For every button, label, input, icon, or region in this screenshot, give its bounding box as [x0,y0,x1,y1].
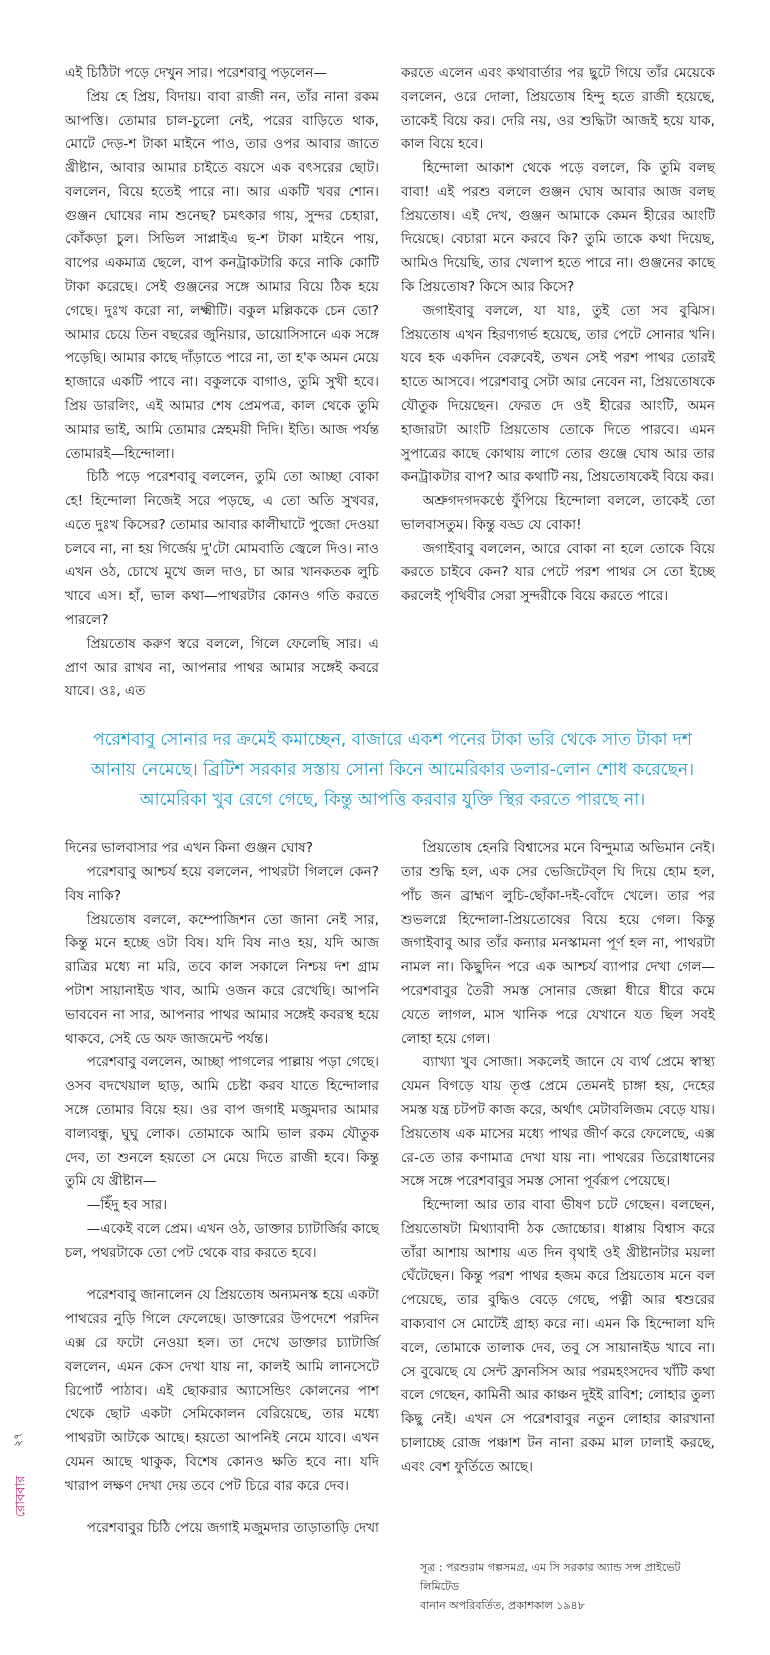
source-line-2: বানান অপরিবর্তিত, প্রকাশকাল ১৯৪৮ [420,1598,585,1612]
page-number: ২৭ [11,1432,25,1448]
top-columns [65,62,715,704]
article-column-bottom-left [65,837,379,1541]
paragraph: এই চিঠিটা পড়ে দেখুন সার। পরেশবাবু পড়লেন— [65,65,327,81]
paragraph: হিন্দোলা আকাশ থেকে পড়ে বললে, কি তুমি বলছ বাবা! এই পরশু বললে গুঞ্জন ঘোষ আবার আজ বলছ প্রিয়তোষ। এই দেখ, গুঞ্জন আমাকে কেমন হীরের আংটি দিয়েছে। বেচারা মনে করবে কি? তুমি তাকে কথা দিয়েছ, আমিও দিয়েছি, তার খেলাপ হতে পারে না। গুঞ্জনের কাছে কি প্রিয়তোষ? কিসে আর কিসে? [401,160,715,296]
paragraph: প্রিয়তোষ করুণ স্বরে বললে, গিলে ফেলেছি সার। এ প্রাণ আর রাখব না, আপনার পাথর আমার সঙ্গেই কবরে যাবে। ওঃ, এত [65,635,379,700]
paragraph: হিন্দোলা আর তার বাবা ভীষণ চটে গেছেন। বলছেন, প্রিয়তোষটা মিথ্যাবাদী ঠক জোচ্চোর। ধাপ্পায় বিশ্বাস করে তাঁরা আশায় আশায় এত দিন বৃথাই ওই খ্রীষ্টানটার ময়লা ঘেঁটেছেন। কিন্তু পরশ পাথর হজম করে প্রিয়তোষ মনে বল পেয়েছে, তার বুদ্ধিও বেড়ে গেছে, পত্নী আর শ্বশুরের বাক্যবাণ সে মোটেই গ্রাহ্য করে না। এমন কি হিন্দোলা যদি বলে, তোমাকে তালাক দেব, তবু সে সায়ানাইড খাবে না। সে বুঝেছে যে সেন্ট ফ্রানসিস আর পরমহংসদেব খাঁটি কথা বলে গেছেন, কামিনী আর কাঞ্চন দুইই রাবিশ; লোহার তুল্য কিছু নেই। এখন সে পরেশবাবুর নতুন লোহার কারখানা চালাচ্ছে রোজ পঞ্চাশ টন নানা রকম মাল ঢালাই করছে, এবং বেশ ফুর্তিতে আছে। [401,1197,715,1475]
paragraph: প্রিয় হে প্রিয়, বিদায়। বাবা রাজী নন, তাঁর নানা রকম আপত্তি। তোমার চাল-চুলো নেই, পরের বাড়িতে থাক, মোটে দেড়-শ টাকা মাইনে পাও, তার ওপর আবার জাতে খ্রীষ্টান, আবার আমার চাইতে বয়সে এক বৎসরের ছোট। বললেন, বিয়ে হতেই পারে না। আর একটি খবর শোন। গুঞ্জন ঘোষের নাম শুনেছ? চমৎকার গায়, সুন্দর চেহারা, কোঁকড়া চুল। সিভিল সাপ্লাইএ ছ-শ টাকা মাইনে পায়, বাপের একমাত্র ছেলে, বাপ কনট্রাকটারি করে নাকি কোটি টাকা করেছে। সেই গুঞ্জনের সঙ্গে আমার বিয়ে ঠিক হয়ে গেছে। দুঃখ করো না, লক্ষ্মীটি। বকুল মল্লিককে চেন তো? আমার চেয়ে তিন বছরের জুনিয়ার, ডায়োসিসানে এক সঙ্গে পড়েছি। আমার কাছে দাঁড়াতে পারে না, তা হ'ক অমন মেয়ে হাজারে একটি পাবে না। বকুলকে বাগাও, তুমি সুখী হবে। প্রিয় ডারলিং, এই আমার শেষ প্রেমপত্র, কাল থেকে তুমি আমার ভাই, আমি তোমার স্নেহময়ী দিদি। ইতি। আজ পর্যন্ত তোমারই—হিন্দোলা। [65,88,379,462]
paragraph: প্রিয়তোষ বললে, কম্পোজিশন তো জানা নেই সার, কিন্তু মনে হচ্ছে ওটা বিষ। যদি বিষ নাও হয়, যদি আজ রাত্রির মধ্যে না মরি, তবে কাল সকালে নিশ্চয় দশ গ্রাম পটাশ সায়ানাইড খাব, আমি ওজন করে রেখেছি। আপনি ভাববেন না সার, আপনার পাথর আমার সঙ্গেই কবরস্থ হয়ে থাকবে, সেই ডে অফ জাজমেন্ট পর্যন্ত। [65,911,379,1047]
section-name: রোববার [13,1475,29,1518]
paragraph: পরেশবাবুর চিঠি পেয়ে জগাই মজুমদার তাড়াতাড়ি দেখা [86,1520,379,1537]
paragraph: করতে এলেন এবং কথাবার্তার পর ছুটে গিয়ে তাঁর মেয়েকে বললেন, ওরে দোলা, প্রিয়তোষ হিন্দু হতে রাজী হয়েছে, তাকেই বিয়ে কর। দেরি নয়, ওর শুদ্ধিটা আজই হয়ে যাক, কাল বিয়ে হবে। [401,65,715,153]
pull-quote: পরেশবাবু সোনার দর ক্রমেই কমাচ্ছেন, বাজারে একশ পনের টাকা ভরি থেকে সাত টাকা দশ আনায় নেমেছে। ব্রিটিশ সরকার সস্তায় সোনা কিনে আমেরিকার ডলার-লোন শোধ করেছেন। আমেরিকা খুব রেগে গেছে, কিন্তু আপত্তি করবার যুক্তি স্থির করতে পারছে না। [90,730,695,810]
paragraph: দিনের ভালবাসার পর এখন কিনা গুঞ্জন ঘোষ? [65,840,314,857]
paragraph: —হিঁদু হব সার। [86,1197,168,1214]
paragraph: —একেই বলে প্রেম। এখন ওঠ, ডাক্তার চ্যাটার্জির কাছে চল, পথরটাকে তো পেট থেকে বার করতে হবে। [65,1220,379,1261]
margin-section-label [7,1431,37,1541]
paragraph: পরেশবাবু বললেন, আচ্ছা পাগলের পাল্লায় পড়া গেছে। ওসব বদখেয়াল ছাড়, আমি চেষ্টা করব যাতে হিন্দোলার সঙ্গে তোমার বিয়ে হয়। ওর বাপ জগাই মজুমদার আমার বাল্যবন্ধু, ঘুঘু লোক। তোমাকে আমি ভাল রকম যৌতুক দেব, তা শুনলে হয়তো সে মেয়ে দিতে রাজী হবে। কিন্তু তুমি যে খ্রীষ্টান— [65,1054,379,1190]
paragraph: পরেশবাবু জানালেন যে প্রিয়তোষ অন্যমনস্ক হয়ে একটা পাথরের নুড়ি গিলে ফেলেছে। ডাক্তারের উপদেশে পরদিন এক্স রে ফটো নেওয়া হল। তা দেখে ডাক্তার চ্যাটার্জি বললেন, এমন কেস দেখা যায় না, কালই আমি লানসেটে রিপোর্ট পাঠাব। এই ছোকরার অ্যাসেন্ডিং কোলনের পাশ থেকে ছোট একটা সেমিকোলন বেরিয়েছে, তার মধ্যে পাথরটা আটকে আছে। হয়তো আপনিই নেমে যাবে। এখন যেমন আছে থাকুক, বিশেষ কোনও ক্ষতি হবে না। যদি খারাপ লক্ষণ দেখা দেয় তবে পেট চিরে বার করে দেব। [65,1287,379,1494]
article-column-bottom-right [401,837,715,1479]
paragraph: প্রিয়তোষ হেনরি বিশ্বাসের মনে বিন্দুমাত্র অভিমান নেই। তার শুদ্ধি হল, এক সের ভেজিটেব্‌ল ঘি দিয়ে হোম হল, পাঁচ জন ব্রাহ্মণ লুচি-ছোঁকা-দই-বোঁদে খেলে। তার পর শুভলগ্নে হিন্দোলা-প্রিয়তোষের বিয়ে হয়ে গেল। কিন্তু জগাইবাবু আর তাঁর কন্যার মনস্কামনা পূর্ণ হল না, পাথরটা নামল না। কিছুদিন পরে এক আশ্চর্য ব্যাপার দেখা গেল—পরেশবাবুর তৈরী সমস্ত সোনার জেল্লা ধীরে ধীরে কমে যেতে লাগল, মাস খানিক পরে যেখানে যত ছিল সবই লোহা হয়ে গেল। [401,840,715,1047]
paragraph: ব্যাখ্যা খুব সোজা। সকলেই জানে যে ব্যর্থ প্রেমে স্বাস্থ্য যেমন বিগড়ে যায় তৃপ্ত প্রেমে তেমনই চাঙ্গা হয়, দেহের সমস্ত যন্ত্র চটপট কাজ করে, অর্থাৎ মেটাবলিজম বেড়ে যায়। প্রিয়তোষ এক মাসের মধ্যে পাথর জীর্ণ করে ফেলেছে, এক্স রে-তে তার কণামাত্র দেখা যায় না। পাথরের তিরোধানের সঙ্গে সঙ্গে পরেশবাবুর সমস্ত সোনা পূর্বরূপ পেয়েছে। [401,1054,715,1190]
paragraph: চিঠি পড়ে পরেশবাবু বললেন, তুমি তো আচ্ছা বোকা হে! হিন্দোলা নিজেই সরে পড়ছে, এ তো অতি সুখবর, এতে দুঃখ কিসের? তোমার আবার কালীঘাটে পুজো দেওয়া চলবে না, না হয় গির্জেয় দু'টো মোমবাতি জ্বেলে দিও। নাও এখন ওঠ, চোখে মুখে জল দাও, চা আর খানকতক লুচি খাবে এস। হাঁ, ভাল কথা—পাথরটার কোনও গতি করতে পারলে? [65,469,379,628]
paragraph: জগাইবাবু বললেন, আরে বোকা না হলে তোকে বিয়ে করতে চাইবে কেন? যার পেটে পরশ পাথর সে তো ইচ্ছে করলেই পৃথিবীর সেরা সুন্দরীকে বিয়ে করতে পারে। [401,540,715,605]
bottom-columns [11,837,715,1541]
paragraph: অশ্রুগদগদকণ্ঠে ফুঁপিয়ে হিন্দোলা বললে, তাকেই তো ভালবাসতুম। কিন্তু বড্ড যে বোকা! [401,493,715,533]
paragraph: জগাইবাবু বললে, যা যাঃ, তুই তো সব বুঝিস। প্রিয়তোষ এখন হিরণ্যগর্ভ হয়েছে, তার পেটে সোনার খনি। যবে হক একদিন বেরুবেই, তখন সেই পরশ পাথর তোরই হাতে আসবে। পরেশবাবু সেটা আর নেবেন না, প্রিয়তোষকে যৌতুক দিয়েছেন। ফেরত দে ওই হীরের আংটি, অমন হাজারটা আংটি প্রিয়তোষ তোকে দিতে পারবে। এমন সুপাত্রের কাছে কোথায় লাগে তোর গুঞ্জে ঘোষ আর তার কনট্রাকটার বাপ? আর কথাটি নয়, প্রিয়তোষকেই বিয়ে কর। [401,302,715,486]
paragraph: পরেশবাবু আশ্চর্য হয়ে বললেন, পাথরটা গিললে কেন? বিষ নাকি? [65,864,379,904]
source-line-1: সূত্র : পরশুরাম গল্পসমগ্র, এম সি সরকার অ্যান্ড সন্স প্রাইভেট লিমিটেড [420,1561,681,1593]
article-column-top-right [401,62,715,609]
article-column-top-left [65,62,379,704]
source-credit [420,1559,720,1615]
